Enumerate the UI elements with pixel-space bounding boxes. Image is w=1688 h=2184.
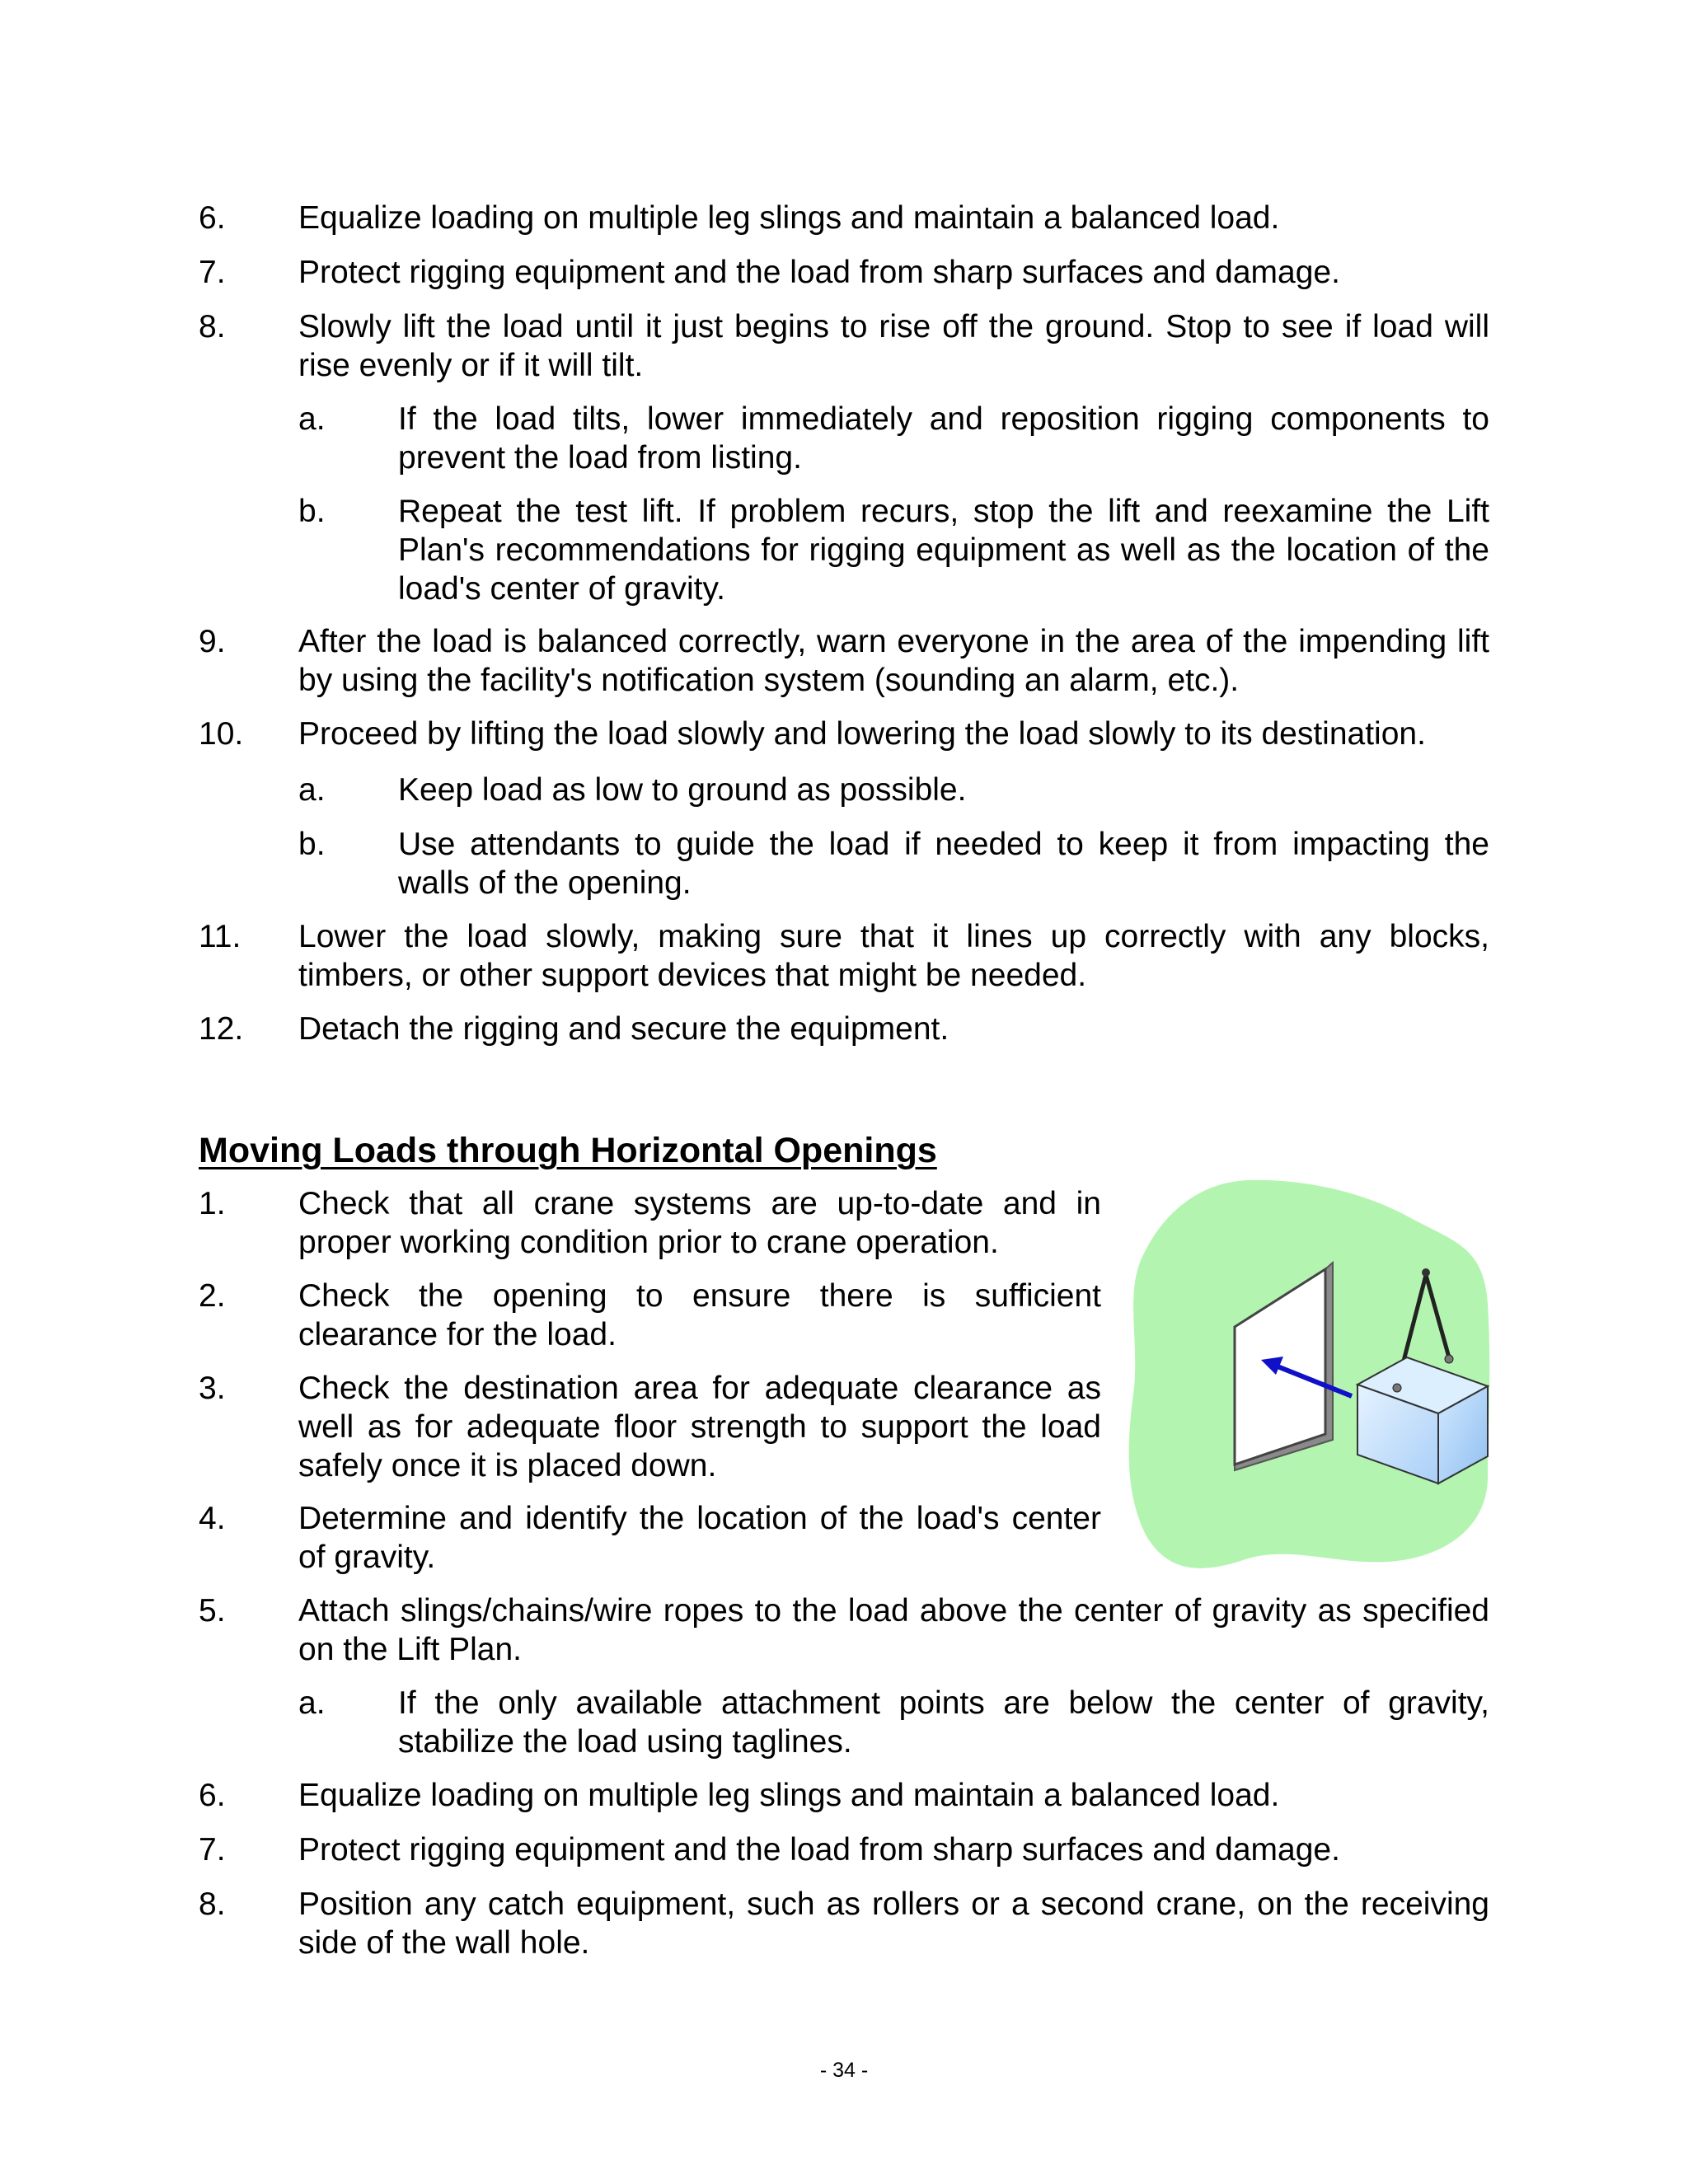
item-number: 1. bbox=[199, 1186, 226, 1221]
item-text: If the only available attachment points are below the center of gravity, stabilize the load using taglines. bbox=[398, 1685, 1489, 1760]
item-letter: b. bbox=[298, 494, 326, 529]
item-letter: a. bbox=[298, 772, 326, 808]
horizontal-opening-illustration bbox=[1125, 1180, 1492, 1572]
item-text: Position any catch equipment, such as rollers or a second crane, on the receiving side of the wall hole. bbox=[298, 1886, 1489, 1961]
item-letter: a. bbox=[298, 1685, 326, 1721]
item-text: Check the opening to ensure there is sufficient clearance for the load. bbox=[298, 1278, 1101, 1352]
item-number: 9. bbox=[199, 624, 226, 659]
item-text: Detach the rigging and secure the equipment. bbox=[298, 1011, 950, 1047]
item-number: 8. bbox=[199, 309, 226, 344]
page-number: - 34 - bbox=[819, 2059, 869, 2082]
item-text: Attach slings/chains/wire ropes to the load above the center of gravity as specified on the Lift Plan. bbox=[298, 1593, 1489, 1667]
item-letter: b. bbox=[298, 827, 326, 862]
item-number: 6. bbox=[199, 200, 226, 236]
item-text: Protect rigging equipment and the load from sharp surfaces and damage. bbox=[298, 255, 1340, 290]
item-text: Slowly lift the load until it just begins to rise off the ground. Stop to see if load will rise evenly or if it will tilt. bbox=[298, 309, 1489, 383]
item-number: 8. bbox=[199, 1886, 226, 1922]
item-number: 3. bbox=[199, 1371, 226, 1406]
item-text: Check the destination area for adequate clearance as well as for adequate floor strength to support the load safely once it is placed down. bbox=[298, 1371, 1101, 1483]
item-number: 5. bbox=[199, 1593, 226, 1629]
item-letter: a. bbox=[298, 401, 326, 437]
attachment-point bbox=[1445, 1355, 1453, 1363]
section-heading: Moving Loads through Horizontal Openings bbox=[199, 1131, 937, 1170]
item-number: 4. bbox=[199, 1501, 226, 1536]
item-number: 7. bbox=[199, 255, 226, 290]
item-text: Equalize loading on multiple leg slings and maintain a balanced load. bbox=[298, 1778, 1280, 1813]
item-text: If the load tilts, lower immediately and reposition rigging components to prevent the load from listing. bbox=[398, 401, 1489, 476]
item-text: Equalize loading on multiple leg slings and maintain a balanced load. bbox=[298, 200, 1280, 236]
item-text: Protect rigging equipment and the load from sharp surfaces and damage. bbox=[298, 1832, 1340, 1868]
item-text: Check that all crane systems are up-to-date and in proper working condition prior to crane operation. bbox=[298, 1186, 1101, 1260]
item-number: 2. bbox=[199, 1278, 226, 1314]
item-number: 11. bbox=[199, 919, 241, 954]
item-text: Repeat the test lift. If problem recurs, stop the lift and reexamine the Lift Plan's recommendations for rigging equipment as well as the location of the load's center of gravity. bbox=[398, 494, 1489, 607]
item-number: 10. bbox=[199, 716, 244, 752]
hook-icon bbox=[1422, 1268, 1430, 1277]
item-text: Lower the load slowly, making sure that it lines up correctly with any blocks, timbers, or other support devices that might be needed. bbox=[298, 919, 1489, 993]
item-text: After the load is balanced correctly, warn everyone in the area of the impending lift by using the facility's notification system (sounding an alarm, etc.). bbox=[298, 624, 1489, 698]
item-number: 7. bbox=[199, 1832, 226, 1868]
attachment-point bbox=[1393, 1384, 1401, 1392]
item-text: Keep load as low to ground as possible. bbox=[398, 772, 967, 808]
item-text: Proceed by lifting the load slowly and lowering the load slowly to its destination. bbox=[298, 716, 1426, 752]
item-text: Use attendants to guide the load if needed to keep it from impacting the walls of the opening. bbox=[398, 827, 1489, 901]
item-text: Determine and identify the location of the load's center of gravity. bbox=[298, 1501, 1101, 1575]
item-number: 6. bbox=[199, 1778, 226, 1813]
item-number: 12. bbox=[199, 1011, 244, 1047]
